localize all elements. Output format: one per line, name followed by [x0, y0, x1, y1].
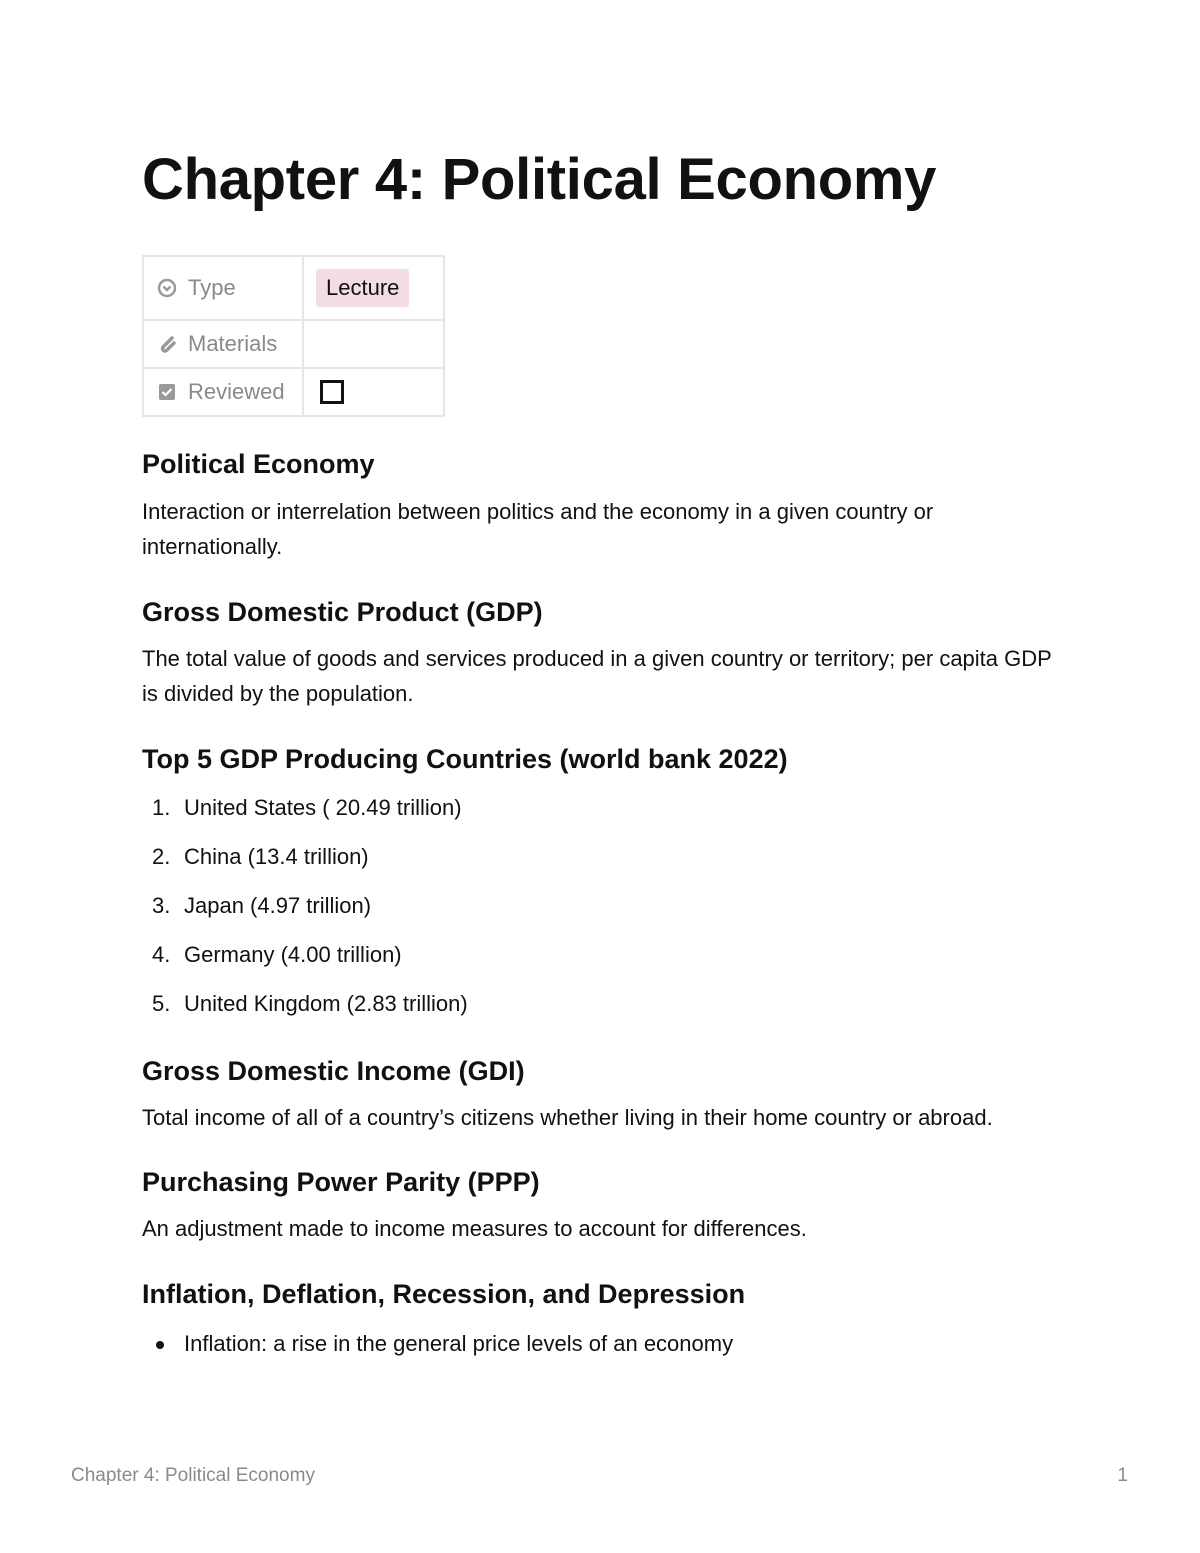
- heading-inflation: Inflation, Deflation, Recession, and Depression: [142, 1279, 746, 1309]
- bullet-icon: [156, 1341, 164, 1349]
- property-label-type: Type: [188, 275, 236, 300]
- body-gdi: Total income of all of a country’s citizens whether living in their home country or abroad.: [142, 1105, 993, 1130]
- property-key: [143, 368, 303, 416]
- list-text: China (13.4 trillion): [184, 844, 369, 869]
- heading-gdp: Gross Domestic Product (GDP): [142, 597, 543, 627]
- heading-political-economy: Political Economy: [142, 449, 375, 479]
- page-number: 1: [1117, 1465, 1128, 1486]
- property-row-reviewed: [143, 368, 444, 416]
- type-tag[interactable]: Lecture: [316, 269, 409, 307]
- list-text: Inflation: a rise in the general price levels of an economy: [184, 1331, 734, 1356]
- property-value[interactable]: [303, 256, 444, 320]
- property-key: [143, 320, 303, 368]
- heading-gdi: Gross Domestic Income (GDI): [142, 1056, 525, 1086]
- list-item: [142, 1326, 733, 1362]
- property-value: [303, 368, 444, 416]
- list-item: [142, 839, 468, 888]
- paperclip-icon: [156, 333, 178, 355]
- body-gdp: The total value of goods and services produced in a given country or territory; per capita GDP is divided by the population.: [142, 646, 1052, 706]
- property-label-materials: Materials: [188, 331, 278, 356]
- materials-value[interactable]: [303, 320, 444, 368]
- inflation-list: [142, 1326, 733, 1362]
- list-number: 1.: [152, 795, 171, 820]
- top5-list: [142, 790, 468, 1035]
- page-title: Chapter 4: Political Economy: [142, 147, 937, 212]
- property-key: [143, 256, 303, 320]
- reviewed-checkbox[interactable]: [320, 380, 344, 404]
- list-item: [142, 888, 468, 937]
- properties-table: [142, 255, 445, 417]
- list-number: 3.: [152, 893, 171, 918]
- list-number: 5.: [152, 991, 171, 1016]
- heading-top5: Top 5 GDP Producing Countries (world bank 2022): [142, 744, 788, 774]
- property-row-materials: [143, 320, 444, 368]
- list-item: [142, 937, 468, 986]
- checkbox-icon: [156, 381, 178, 403]
- list-number: 4.: [152, 942, 171, 967]
- list-item: [142, 790, 468, 839]
- footer-title: Chapter 4: Political Economy: [71, 1465, 315, 1486]
- list-text: United Kingdom (2.83 trillion): [184, 991, 468, 1016]
- list-text: Japan (4.97 trillion): [184, 893, 372, 918]
- property-row-type: [143, 256, 444, 320]
- heading-ppp: Purchasing Power Parity (PPP): [142, 1167, 540, 1197]
- status-icon: [156, 277, 178, 299]
- list-text: Germany (4.00 trillion): [184, 942, 402, 967]
- body-political-economy: Interaction or interrelation between politics and the economy in a given country or internationally.: [142, 499, 934, 559]
- list-item: [142, 986, 468, 1035]
- body-ppp: An adjustment made to income measures to account for differences.: [142, 1216, 807, 1241]
- list-number: 2.: [152, 844, 171, 869]
- list-text: United States ( 20.49 trillion): [184, 795, 462, 820]
- property-label-reviewed: Reviewed: [188, 379, 285, 404]
